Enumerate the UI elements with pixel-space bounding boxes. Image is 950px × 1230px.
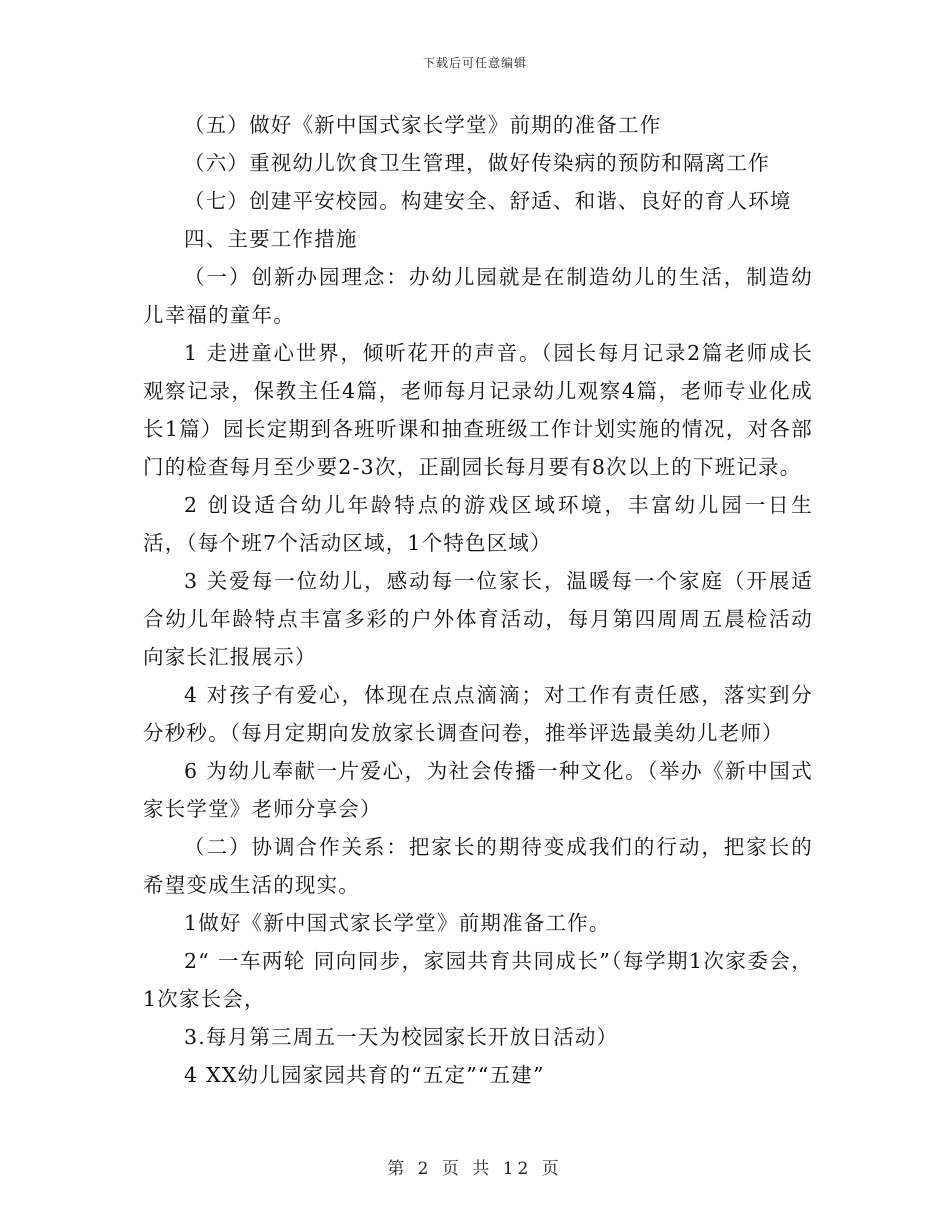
paragraph-coop-1: 1做好《新中国式家长学堂》前期准备工作。 (184, 911, 611, 935)
paragraph-measure-6: 6 为幼儿奉献一片爱心，为社会传播一种文化。（举办《新中国式家长学堂》老师分享会） (143, 759, 813, 821)
paragraph-concept: （一）创新办园理念：办幼儿园就是在制造幼儿的生活，制造幼儿幸福的童年。 (143, 265, 813, 327)
document-body (143, 106, 813, 1094)
paragraph-measure-4: 4 对孩子有爱心，体现在点点滴滴；对工作有责任感，落实到分分秒秒。（每月定期向发放家长调查问卷，推举评选最美幼儿老师） (143, 683, 813, 745)
paragraph-cooperation: （二）协调合作关系：把家长的期待变成我们的行动，把家长的希望变成生活的现实。 (143, 835, 813, 897)
paragraph-item-6: （六）重视幼儿饮食卫生管理，做好传染病的预防和隔离工作 (184, 151, 770, 175)
paragraph-item-7: （七）创建平安校园。构建安全、舒适、和谐、良好的育人环境 (184, 189, 792, 213)
page-header: 下载后可任意编辑 (422, 56, 527, 70)
paragraph-coop-4: 4 XX幼儿园家园共育的“五定”“五建” (184, 1063, 545, 1087)
paragraph-coop-2: 2“ 一车两轮 同向同步，家园共育共同成长”（每学期1次家委会，1次家长会， (143, 949, 813, 1011)
paragraph-coop-3: 3.每月第三周五一天为校园家长开放日活动） (184, 1025, 619, 1049)
section-heading-measures: 四、主要工作措施 (184, 227, 358, 251)
page-footer: 第 2 页 共 12 页 (387, 1159, 563, 1179)
paragraph-item-5: （五）做好《新中国式家长学堂》前期的准备工作 (184, 113, 662, 137)
paragraph-measure-3: 3 关爱每一位幼儿，感动每一位家长，温暖每一个家庭（开展适合幼儿年龄特点丰富多彩的户外体育活动，每月第四周周五晨检活动向家长汇报展示） (143, 569, 813, 669)
paragraph-measure-1: 1 走进童心世界，倾听花开的声音。（园长每月记录2篇老师成长观察记录，保教主任4篇，老师每月记录幼儿观察4篇，老师专业化成长1篇）园长定期到各班听课和抽查班级工作计划实施的情况，对各部门的检查每月至少要2-3次，正副园长每月要有8次以上的下班记录。 (143, 341, 813, 479)
paragraph-measure-2: 2 创设适合幼儿年龄特点的游戏区域环境，丰富幼儿园一日生活，（每个班7个活动区域，1个特色区域） (143, 493, 813, 555)
